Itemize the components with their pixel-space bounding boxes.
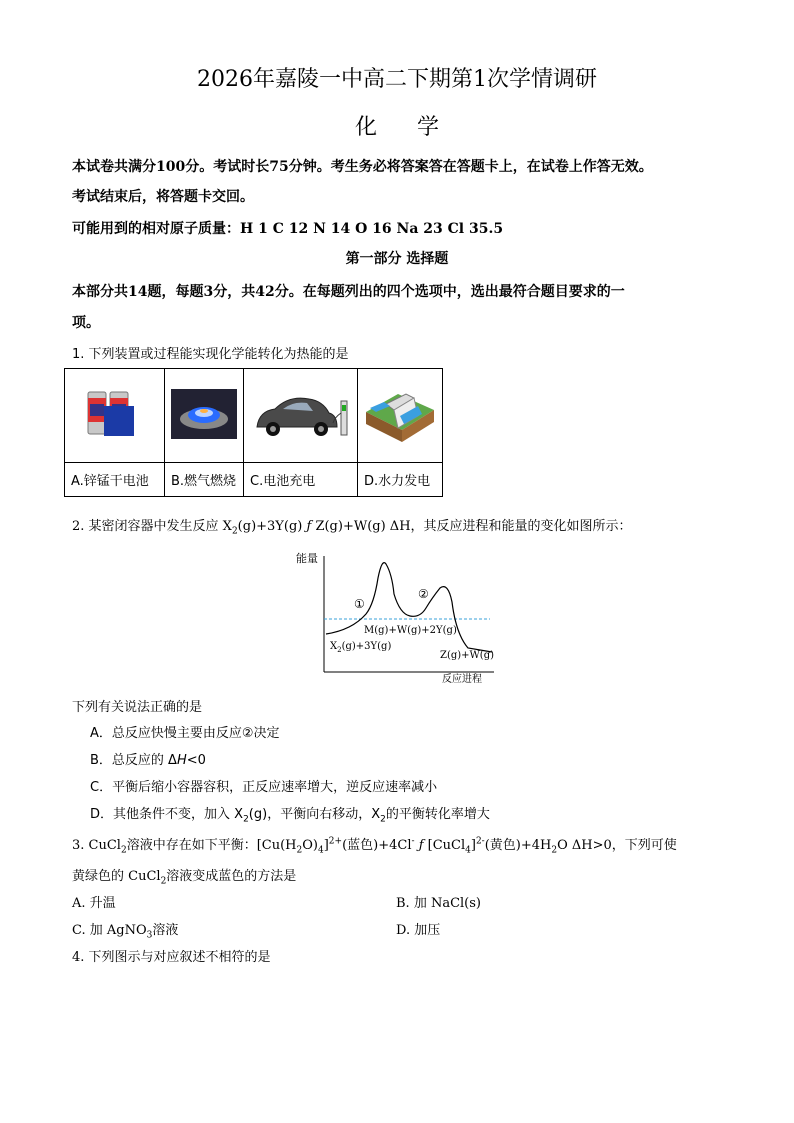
q3-option-b: B. 加 NaCl(s)	[396, 896, 481, 911]
q3-sub-l: 2	[551, 845, 558, 856]
option-b: B.燃气燃烧	[165, 463, 244, 497]
question-4-stem: 4. 下列图示与对应叙述不相符的是	[72, 950, 271, 965]
q2-stem-b: (g)+3Y(g)	[237, 519, 303, 534]
exam-title: 2026年嘉陵一中高二下期第1次学情调研	[197, 67, 597, 92]
electric-car-image	[244, 369, 358, 463]
question-2-stem	[72, 515, 632, 537]
q3-sub-a: 2	[120, 845, 127, 856]
q3-k: 2-	[475, 836, 485, 847]
reactant-x: X	[330, 641, 338, 652]
q3-line2-sub: 2	[160, 876, 167, 887]
q3-sub-b: 2	[296, 845, 303, 856]
equilibrium-arrow: ƒ	[306, 519, 312, 534]
q2-optd-b: (g)，平衡向右移动，X	[248, 807, 381, 822]
q3-f: (蓝色)+4Cl	[342, 838, 412, 853]
q3-equilibrium-arrow: ƒ	[418, 838, 424, 853]
energy-curve	[326, 563, 492, 652]
q3-line2-b: 溶液变成蓝色的方法是	[166, 869, 297, 884]
q2-option-d	[90, 803, 490, 825]
q3-l: (黄色)+4H	[484, 838, 552, 853]
reactant-label	[330, 641, 391, 654]
step-1-label: ①	[354, 597, 365, 611]
hydropower-image	[358, 369, 443, 463]
q3-optc-sub: 3	[146, 930, 153, 941]
q2-optb-b: H	[176, 753, 187, 768]
gas-flame-image	[165, 369, 244, 463]
option-d: D.水力发电	[358, 463, 443, 497]
q2-optd-a: D．其他条件不变，加入 X	[90, 807, 244, 822]
q2-optb-c: <0	[186, 753, 206, 768]
subject-title: 化学	[354, 115, 479, 140]
q3-g: -	[411, 836, 415, 847]
option-a: A.锌锰干电池	[65, 463, 165, 497]
q2-stem-d: Z(g)+W(g) ΔH，其反应进程和能量的变化如图所示：	[315, 519, 632, 534]
q2-option-c: C．平衡后缩小容器容积，正反应速率增大，逆反应速率减小	[90, 780, 438, 795]
q3-sub-c: 4	[317, 845, 324, 856]
instructions-line-2: 考试结束后，将答题卡交回。	[72, 189, 254, 205]
q2-optb-a: B．总反应的 Δ	[90, 753, 177, 768]
product-label: Z(g)+W(g)	[440, 650, 495, 661]
q3-optc-b: 溶液	[152, 923, 179, 938]
q2-stem-a: 2. 某密闭容器中发生反应 X	[72, 519, 232, 534]
section-desc-2: 项。	[72, 315, 100, 331]
q3-option-d: D. 加压	[396, 923, 441, 938]
q3-b: 溶液中存在如下平衡：[Cu(H	[126, 838, 297, 853]
atomic-mass-line: 可能用到的相对原子质量：H 1 C 12 N 14 O 16 Na 23 Cl 35.5	[72, 221, 504, 237]
question-3-line-1	[72, 834, 677, 856]
q3-e: 2+	[328, 836, 343, 847]
q3-d: ]	[323, 838, 329, 853]
energy-axis-label: 能量	[296, 552, 318, 565]
q2-optd-sub2: 2	[380, 814, 386, 825]
q2-option-a: A．总反应快慢主要由反应②决定	[90, 726, 280, 741]
reactant-rest: (g)+3Y(g)	[341, 641, 392, 652]
section-title: 第一部分 选择题	[345, 251, 449, 267]
x-axis-label: 反应进程	[442, 674, 482, 685]
reactant-sub: 2	[337, 646, 342, 654]
question-1-options-table	[64, 368, 443, 497]
q3-line2-a: 黄绿色的 CuCl	[72, 869, 161, 884]
question-3-line-2	[72, 865, 296, 887]
q3-i: [CuCl	[427, 838, 466, 853]
q3-optc-a: C. 加 AgNO	[72, 923, 147, 938]
q2-option-b	[90, 749, 206, 768]
q2-sub: 2	[231, 526, 238, 537]
q2-optd-c: 的平衡转化率增大	[385, 807, 490, 822]
question-1-stem: 1. 下列装置或过程能实现化学能转化为热能的是	[72, 347, 349, 362]
section-desc-1: 本部分共14题，每题3分，共42分。在每题列出的四个选项中，选出最符合题目要求的一	[72, 284, 625, 300]
dry-battery-image	[65, 369, 165, 463]
q3-sub-i: 4	[465, 845, 471, 856]
q2-optd-sub1: 2	[243, 814, 249, 825]
q3-a: 3. CuCl	[72, 838, 121, 853]
option-c: C.电池充电	[244, 463, 358, 497]
q3-m: O ΔH>0，下列可使	[557, 838, 677, 853]
intermediate-label: M(g)+W(g)+2Y(g)	[364, 625, 457, 636]
q3-j: ]	[470, 838, 476, 853]
q3-option-c	[72, 919, 178, 941]
energy-diagram	[290, 548, 500, 686]
step-2-label: ②	[418, 587, 429, 601]
q3-option-a: A. 升温	[72, 896, 116, 911]
q3-c: O)	[302, 838, 318, 853]
q2-lead: 下列有关说法正确的是	[72, 700, 203, 715]
instructions-line-1: 本试卷共满分100分。考试时长75分钟。考生务必将答案答在答题卡上，在试卷上作答无效。	[72, 159, 653, 175]
